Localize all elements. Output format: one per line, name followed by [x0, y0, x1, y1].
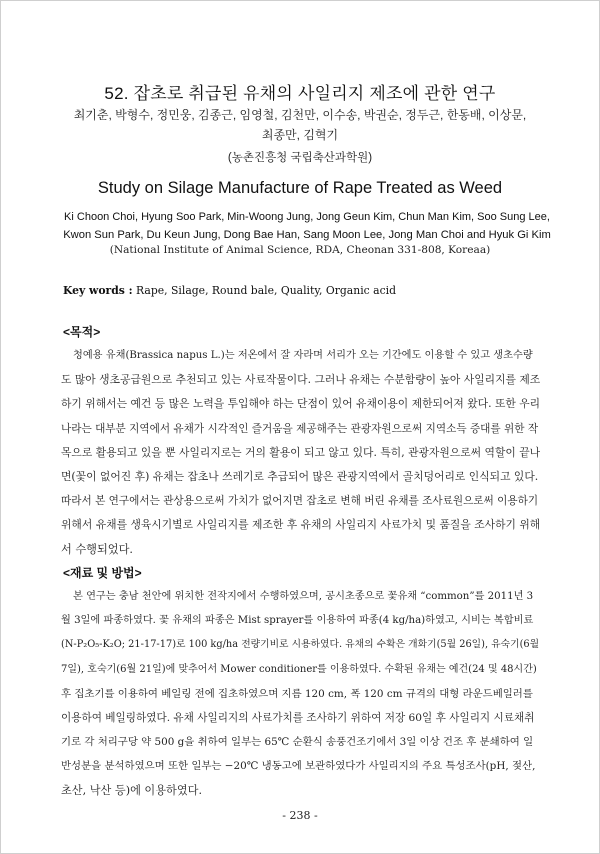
keywords-label: Key words :	[63, 284, 133, 297]
body-line: 초산, 낙산 등)에 이용하였다.	[61, 783, 203, 797]
body-line: 위해서 유채를 생육시기별로 사일리지를 제조한 후 유채의 사일리지 사료가치 및 품질을 조사하기 위해	[61, 518, 541, 532]
english-affiliation: (National Institute of Animal Science, RDA, Cheonan 331-808, Koreaa)	[109, 244, 491, 256]
body-line: 면(꽃이 없어진 후) 유채는 잡초나 쓰레기로 추급되어 많은 관광지역에서 골치덩어리로 인식되고 있다.	[61, 470, 539, 484]
korean-authors-line1: 최기춘, 박형수, 정민웅, 김종근, 임영철, 김천만, 이수송, 박권순, 정두근, 한동배, 이상문,	[73, 108, 527, 122]
body-line: 이용하여 베일링하였다. 유채 사일리지의 사료가치를 조사하기 위하여 저장 60일 후 사일리지 시료채취	[61, 712, 535, 725]
section-heading-methods: <재료 및 방법>	[63, 566, 142, 580]
body-line: 따라서 본 연구에서는 관상용으로써 가치가 없어지면 잡초로 변해 버린 유채를 조사료원으로써 이용하기	[61, 495, 539, 508]
body-line: 나라는 대부분 지역에서 유채가 시각적인 즐거움을 제공해주는 관광자원으로써 지역소득 증대를 위한 작	[61, 422, 539, 435]
body-line: 7일), 호숙기(6월 21일)에 맞추어서 Mower conditioner를 이용하였다. 수확된 유채는 예건(24 및 48시간)	[61, 663, 537, 675]
body-line: 월 3일에 파종하였다. 꽃 유채의 파종은 Mist sprayer를 이용하여 파종(4 kg/ha)하였고, 시비는 복합비료	[61, 615, 534, 627]
body-line: 도 많아 생초공급원으로 추천되고 있는 사료작물이다. 그러나 유채는 수분함량이 높아 사일리지를 제조	[61, 373, 541, 387]
body-line: 기로 각 처리구당 약 500 g을 취하여 일부는 65℃ 순환식 송풍건조기에서 3일 이상 건조 후 분쇄하여 일	[61, 736, 534, 749]
page-number: - 238 -	[282, 809, 318, 822]
korean-authors	[61, 105, 539, 145]
korean-title: 52. 잡초로 취급된 유채의 사일리지 제조에 관한 연구	[104, 84, 496, 103]
english-authors-line2: Kwon Sun Park, Du Keun Jung, Dong Bae Han, Sang Moon Lee, Jong Man Choi and Hyuk Gi Kim	[63, 229, 551, 241]
body-line: 후 집초기를 이용하여 베일링 전에 집초하였으며 지름 120 cm, 폭 120 cm 규격의 대형 라운드베일러를	[61, 687, 533, 700]
keywords	[63, 284, 396, 297]
body-line: 목으로 활용되고 있을 뿐 사일리지로는 거의 활용이 되고 않고 있다. 특히, 관광자원으로써 역할이 끝나	[61, 445, 541, 459]
section-heading-purpose: <목적>	[63, 325, 101, 339]
korean-affiliation: (농촌진흥청 국립축산과학원)	[227, 152, 373, 164]
keywords-list: Rape, Silage, Round bale, Quality, Organic acid	[136, 284, 396, 297]
body-line-text: 본 연구는 충남 천안에 위치한 전작지에서 수행하였으며, 공시초종으로 꽃유채 “common”를 2011년 3	[73, 591, 534, 602]
body-line	[61, 585, 541, 609]
english-title: Study on Silage Manufacture of Rape Treated as Weed	[97, 179, 503, 197]
body-line: 하기 위해서는 예건 등 많은 노력을 투입해야 하는 단점이 있어 유채이용이 제한되어져 왔다. 또한 우리	[61, 397, 541, 411]
body-line: (N-P₂O₅-K₂O; 21-17-17)로 100 kg/ha 전량기비로 시용하였다. 유채의 수확은 개화기(5월 26일), 유숙기(6월	[61, 639, 540, 651]
section-body-purpose	[61, 344, 541, 562]
body-line: 서 수행되었다.	[61, 542, 133, 556]
korean-authors-line2: 최종만, 김혁기	[261, 128, 339, 142]
english-authors-line1: Ki Choon Choi, Hyung Soo Park, Min-Woong Jung, Jong Geun Kim, Chun Man Kim, Soo Sung Lee,	[64, 211, 550, 223]
english-authors	[61, 208, 553, 244]
body-line-text: 청예용 유채(Brassica napus L.)는 저온에서 잘 자라며 서리가 오는 기간에도 이용할 수 있고 생초수량	[73, 350, 533, 361]
body-line: 반성분을 분석하였으며 또한 일부는 −20℃ 냉동고에 보관하였다가 사일리지의 주요 특성조사(pH, 젖산,	[61, 760, 536, 773]
section-body-methods	[61, 585, 541, 803]
body-line	[61, 344, 541, 368]
